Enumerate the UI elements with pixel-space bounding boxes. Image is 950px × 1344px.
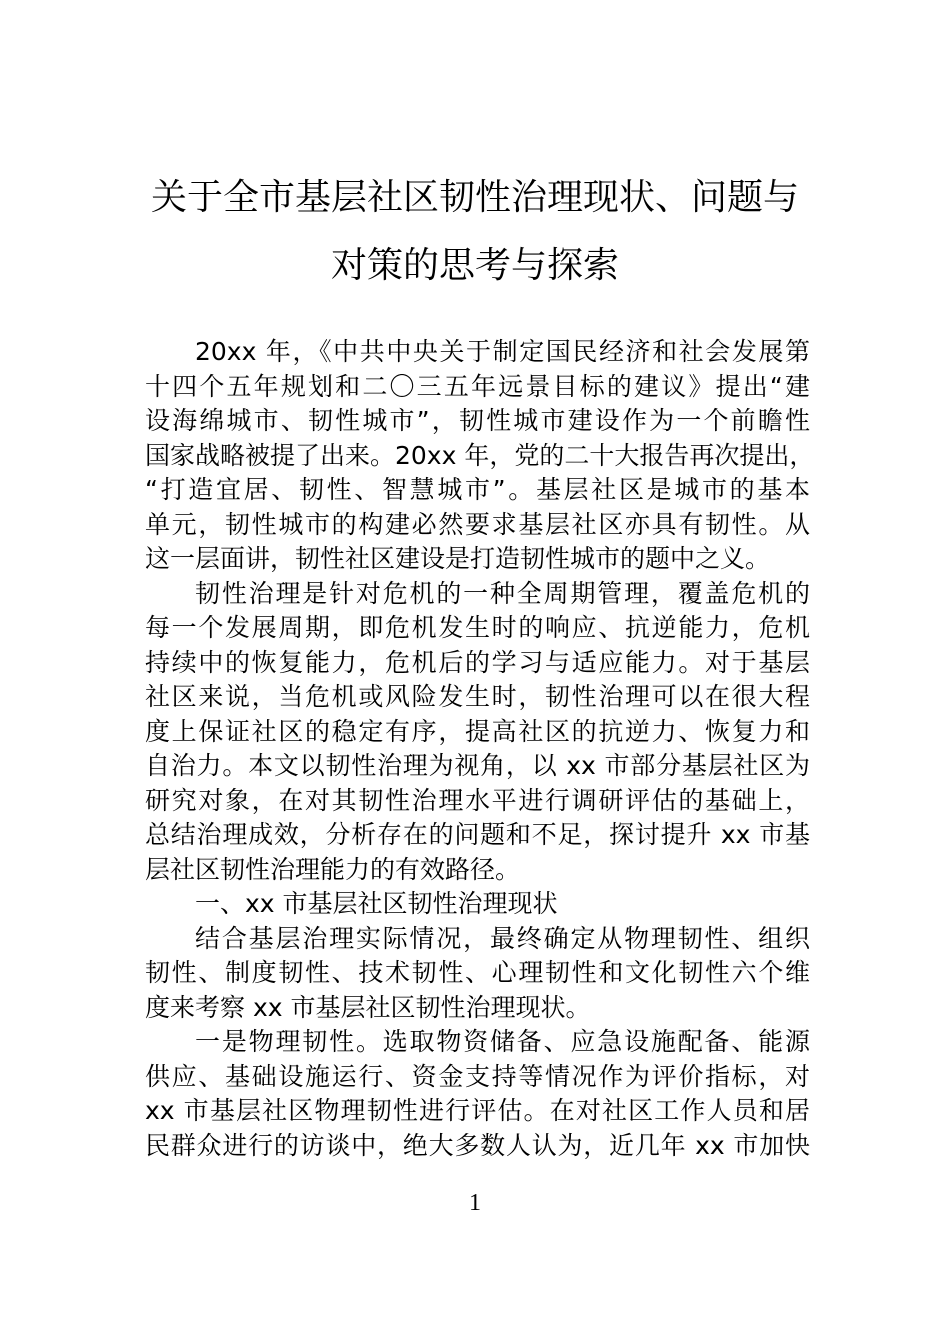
page-number: 1: [469, 1190, 481, 1216]
text-line: 层社区韧性治理能力的有效路径。: [145, 854, 521, 884]
text-line: 持续中的恢复能力，危机后的学习与适应能力。对于基层: [145, 647, 810, 677]
text-line: 研究对象，在对其韧性治理水平进行调研评估的基础上，: [145, 785, 810, 815]
text-line: 度上保证社区的稳定有序，提高社区的抗逆力、恢复力和: [145, 716, 810, 746]
text-line: 20xx 年，《中共中央关于制定国民经济和社会发展第: [195, 337, 810, 366]
text-line: 供应、基础设施运行、资金支持等情况作为评价指标，对: [145, 1061, 810, 1091]
text-line: 每一个发展周期，即危机发生时的响应、抗逆能力，危机: [145, 613, 810, 642]
text-line: 十四个五年规划和二〇三五年远景目标的建议》提出“建: [145, 371, 810, 401]
text-line: 韧性、制度韧性、技术韧性、心理韧性和文化韧性六个维: [145, 958, 810, 987]
text-line: “打造宜居、韧性、智慧城市”。基层社区是城市的基本: [145, 475, 810, 504]
text-line: 韧性治理是针对危机的一种全周期管理，覆盖危机的: [195, 578, 810, 608]
title-line-2: 对策的思考与探索: [330, 245, 619, 286]
document-body: [145, 335, 815, 1163]
section-heading-text: 一、xx 市基层社区韧性治理现状: [195, 889, 558, 918]
title-line-1: 关于全市基层社区韧性治理现状、问题与: [150, 177, 799, 218]
text-line: 单元，韧性城市的构建必然要求基层社区亦具有韧性。从: [145, 509, 810, 539]
text-line: 度来考察 xx 市基层社区韧性治理现状。: [145, 992, 591, 1022]
text-line: 设海绵城市、韧性城市”，韧性城市建设作为一个前瞻性: [145, 406, 810, 435]
text-line: 一是物理韧性。选取物资储备、应急设施配备、能源: [195, 1027, 810, 1056]
paragraph-intro: [145, 335, 815, 577]
text-line: 这一层面讲，韧性社区建设是打造韧性城市的题中之义。: [145, 544, 771, 573]
text-line: xx 市基层社区物理韧性进行评估。在对社区工作人员和居: [145, 1096, 810, 1125]
document-title: [145, 164, 805, 300]
text-line: 结合基层治理实际情况，最终确定从物理韧性、组织: [195, 923, 810, 953]
section-heading: [145, 887, 810, 922]
text-line: 社区来说，当危机或风险发生时，韧性治理可以在很大程: [145, 682, 810, 711]
text-line: 国家战略被提了出来。20xx 年，党的二十大报告再次提出，: [145, 440, 815, 470]
text-line: 总结治理成效，分析存在的问题和不足，探讨提升 xx 市基: [145, 820, 810, 849]
paragraph-resilience-governance: [145, 577, 810, 888]
paragraph-dimensions: [145, 922, 810, 1026]
text-line: 民群众进行的访谈中，绝大多数人认为，近几年 xx 市加快: [145, 1130, 810, 1160]
paragraph-physical-resilience: [145, 1025, 810, 1163]
text-line: 自治力。本文以韧性治理为视角，以 xx 市部分基层社区为: [145, 751, 810, 780]
